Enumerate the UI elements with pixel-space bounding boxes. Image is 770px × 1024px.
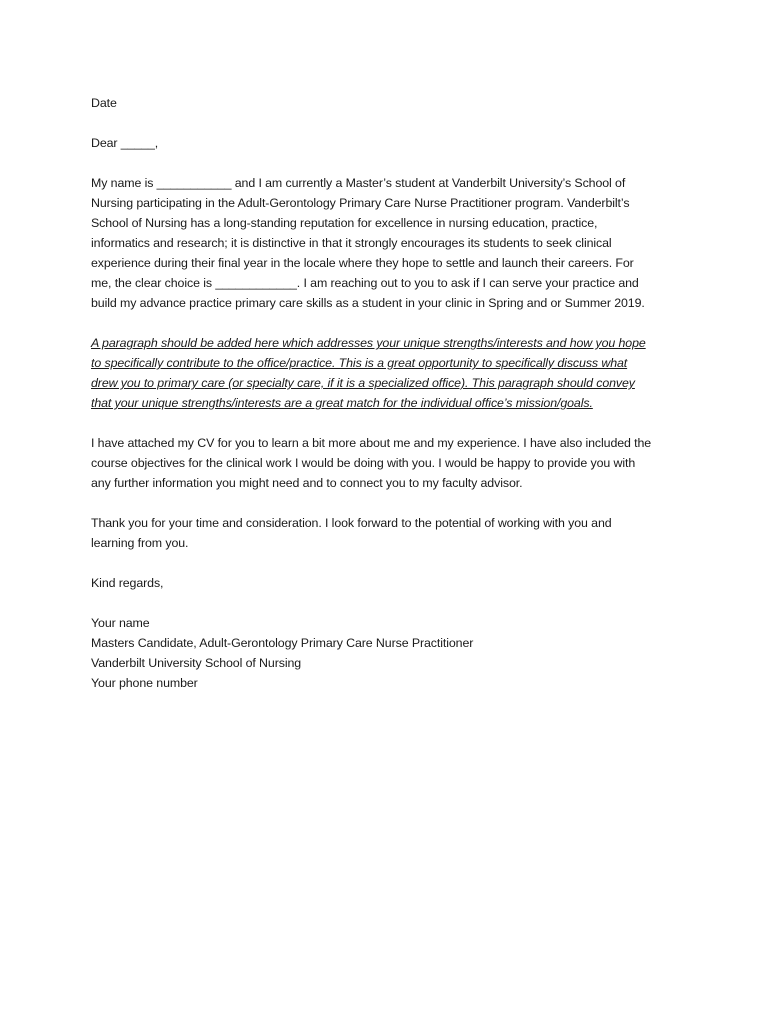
attachment-line: any further information you might need and to connect you to my faculty advisor. <box>91 476 523 490</box>
intro-line: My name is ___________ and I am currently a Master’s student at Vanderbilt University’s School of <box>91 176 626 190</box>
guidance-line: that your unique strengths/interests are a great match for the individual office’s mission/goals. <box>91 396 593 410</box>
signature-school: Vanderbilt University School of Nursing <box>91 656 302 670</box>
guidance-line: A paragraph should be added here which addresses your unique strengths/interests and how you hope <box>91 336 646 350</box>
attachment-paragraph <box>91 433 691 493</box>
intro-line: experience during their final year in the locale where they hope to settle and launch their careers. For <box>91 256 634 270</box>
letter-body <box>91 93 691 693</box>
signature-block <box>91 613 691 693</box>
intro-line: me, the clear choice is ____________. I am reaching out to you to ask if I can serve your practice and <box>91 276 639 290</box>
signature-name: Your name <box>91 616 150 630</box>
intro-line: School of Nursing has a long-standing reputation for excellence in nursing education, practice, <box>91 216 598 230</box>
signature-title: Masters Candidate, Adult-Gerontology Primary Care Nurse Practitioner <box>91 636 474 650</box>
thanks-paragraph <box>91 513 691 553</box>
guidance-line: drew you to primary care (or specialty care, if it is a specialized office). This paragraph should convey <box>91 376 635 390</box>
signature-phone: Your phone number <box>91 676 198 690</box>
letter-closing: Kind regards, <box>91 576 164 590</box>
letter-date: Date <box>91 96 117 110</box>
guidance-paragraph <box>91 333 691 413</box>
intro-line: Nursing participating in the Adult-Gerontology Primary Care Nurse Practitioner program. Vanderbilt’s <box>91 196 630 210</box>
attachment-line: course objectives for the clinical work I would be doing with you. I would be happy to provide you with <box>91 456 636 470</box>
guidance-line: to specifically contribute to the office/practice. This is a great opportunity to specifically discuss what <box>91 356 628 370</box>
intro-paragraph <box>91 173 691 313</box>
attachment-line: I have attached my CV for you to learn a bit more about me and my experience. I have also included the <box>91 436 652 450</box>
thanks-line: learning from you. <box>91 536 189 550</box>
intro-line: informatics and research; it is distinctive in that it strongly encourages its students to seek clinical <box>91 236 612 250</box>
intro-line: build my advance practice primary care skills as a student in your clinic in Spring and or Summer 2019. <box>91 296 645 310</box>
letter-salutation: Dear _____, <box>91 136 159 150</box>
thanks-line: Thank you for your time and consideration. I look forward to the potential of working with you and <box>91 516 612 530</box>
